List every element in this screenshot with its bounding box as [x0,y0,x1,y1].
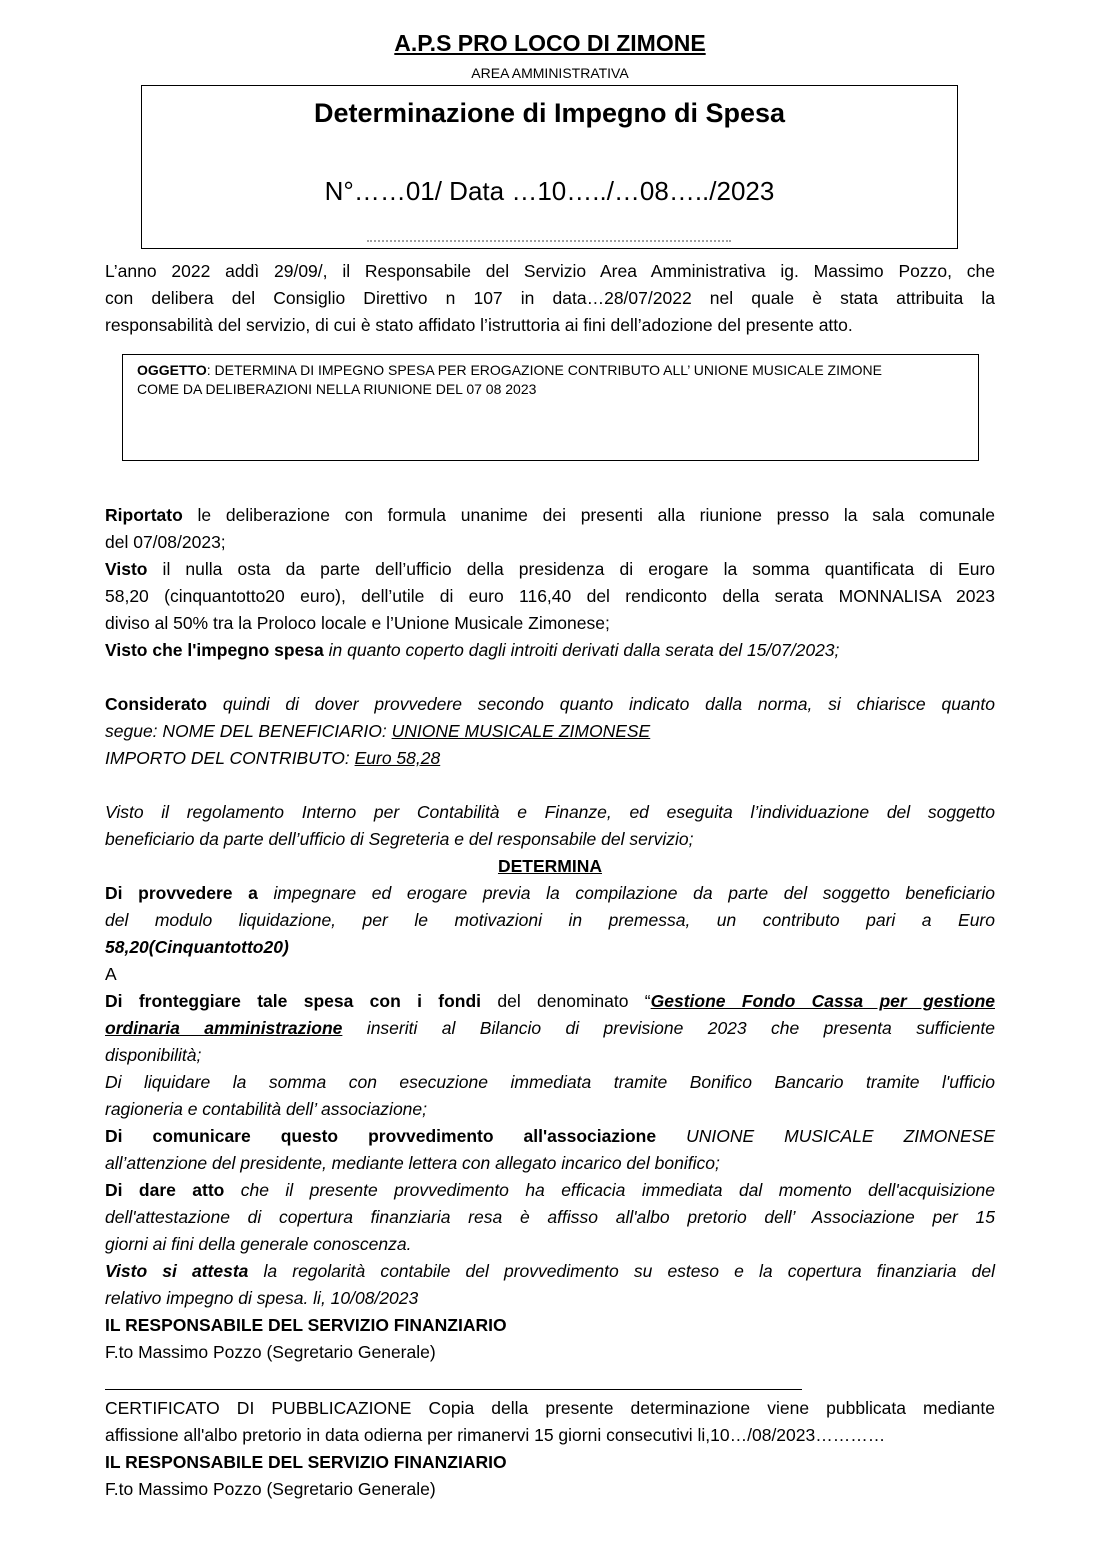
comunicare-label: Di comunicare questo provvedimento all'associazione [105,1126,657,1146]
liquidare-text: Di liquidare la somma con esecuzione immediata tramite Bonifico Bancario tramite l'ufficio [105,1072,995,1092]
liquidare-text: ragioneria e contabilità dell’ associazione; [105,1099,428,1119]
comunicare-text: all’attenzione del presidente, mediante lettera con allegato incarico del bonifico; [105,1153,720,1173]
comunicare-text: UNIONE MUSICALE ZIMONESE [656,1126,995,1146]
riportato-label: Riportato [105,505,183,525]
importo-label: IMPORTO DEL CONTRIBUTO: [105,748,355,768]
provvedere-amount: 58,20(Cinquantotto20) [105,937,289,957]
dare-atto-text: giorni ai fini della generale conoscenza. [105,1234,412,1254]
oggetto-label: OGGETTO [137,362,207,378]
organization-title: A.P.S PRO LOCO DI ZIMONE [394,30,706,56]
certificato-paragraph [105,1395,995,1503]
visto-text: il nulla osta da parte dell’ufficio della presidenza di erogare la somma quantificata di Euro [147,559,995,579]
oggetto-text: COME DA DELIBERAZIONI NELLA RIUNIONE DEL 07 08 2023 [137,381,537,397]
fund-name: ordinaria amministrazione [105,1018,343,1038]
oggetto-text: : DETERMINA DI IMPEGNO SPESA PER EROGAZIONE CONTRIBUTO ALL’ UNIONE MUSICALE ZIMONE [206,362,882,378]
visto-attesta-text: la regolarità contabile del provvedimento su esteso e la copertura finanziaria del [248,1261,996,1281]
cut-off-line [367,240,731,249]
visto-text: diviso al 50% tra la Proloco locale e l’Unione Musicale Zimonese; [105,613,610,633]
dare-atto-text: dell'attestazione di copertura finanziaria resa è affisso all'albo pretorio dell’ Associazione per 15 [105,1207,995,1227]
determina-body [105,880,995,1366]
dare-atto-label: Di dare atto [105,1180,225,1200]
signature-role: IL RESPONSABILE DEL SERVIZIO FINANZIARIO [105,1315,507,1335]
intro-line: L’anno 2022 addì 29/09/, il Responsabile del Servizio Area Amministrativa ig. Massimo Pozzo, che [105,261,995,281]
provvedere-a: A [105,964,117,984]
visto-impegno-text: in quanto coperto dagli introiti derivati dalla serata del 15/07/2023; [323,640,840,660]
regolamento-text: beneficiario da parte dell’ufficio di Segreteria e del responsabile del servizio; [105,829,694,849]
visto-attesta-label: Visto si attesta [105,1261,249,1281]
fronteggiare-text: del denominato “ [481,991,651,1011]
document-title: Determinazione di Impegno di Spesa [313,98,786,128]
considerato-label: Considerato [105,694,208,714]
intro-line: con delibera del Consiglio Direttivo n 107 in data…28/07/2022 nel quale è stata attribuita la [105,288,995,308]
riportato-paragraph [105,502,995,664]
importo-value: Euro 58,28 [354,748,441,768]
certificato-text: CERTIFICATO DI PUBBLICAZIONE Copia della presente determinazione viene pubblicata mediante [105,1398,995,1418]
title-box [141,85,958,249]
intro-line: responsabilità del servizio, di cui è stato affidato l’istruttoria ai fini dell’adozione del presente atto. [105,315,853,335]
divider-line [105,1389,802,1390]
dare-atto-text: che il presente provvedimento ha efficacia immediata dal momento dell'acquisizione [224,1180,995,1200]
considerato-text: quindi di dover provvedere secondo quanto indicato dalla norma, si chiarisce quanto [207,694,995,714]
intro-paragraph [105,258,995,339]
determina-heading: DETERMINA [497,856,603,876]
riportato-text: del 07/08/2023; [105,532,226,552]
visto-text: 58,20 (cinquantotto20 euro), dell’utile di euro 116,40 del rendiconto della serata MONNALISA 2023 [105,586,995,606]
certificato-text: affissione all'albo pretorio in data odierna per rimanervi 15 giorni consecutivi li,10…/08/2023………… [105,1425,886,1445]
riportato-text: le deliberazione con formula unanime dei presenti alla riunione presso la sala comunale [182,505,995,525]
fund-name: Gestione Fondo Cassa per gestione [650,991,995,1011]
document-number-date: N°……01/ Data …10…../…08…../2023 [324,176,775,206]
signature-name: F.to Massimo Pozzo (Segretario Generale) [105,1342,436,1362]
visto-attesta-text: relativo impegno di spesa. li, 10/08/2023 [105,1288,419,1308]
visto-label: Visto [105,559,148,579]
provvedere-text: del modulo liquidazione, per le motivazioni in premessa, un contributo pari a Euro [105,910,995,930]
signature-name: F.to Massimo Pozzo (Segretario Generale) [105,1479,436,1499]
fronteggiare-text: disponibilità; [105,1045,202,1065]
fronteggiare-label: Di fronteggiare tale spesa con i fondi [105,991,482,1011]
oggetto-box [122,354,979,461]
provvedere-label: Di provvedere a [105,883,258,903]
beneficiario-label: segue: NOME DEL BENEFICIARIO: [105,721,392,741]
area-subtitle: AREA AMMINISTRATIVA [471,65,629,81]
regolamento-paragraph [105,799,995,880]
provvedere-text: impegnare ed erogare previa la compilazione da parte del soggetto beneficiario [257,883,995,903]
considerato-paragraph [105,691,995,772]
fronteggiare-text: inseriti al Bilancio di previsione 2023 che presenta sufficiente [342,1018,995,1038]
regolamento-text: Visto il regolamento Interno per Contabilità e Finanze, ed eseguita l’individuazione del soggetto [105,802,995,822]
beneficiario-value: UNIONE MUSICALE ZIMONESE [391,721,651,741]
visto-impegno-label: Visto che l'impegno spesa [105,640,324,660]
signature-role: IL RESPONSABILE DEL SERVIZIO FINANZIARIO [105,1452,507,1472]
